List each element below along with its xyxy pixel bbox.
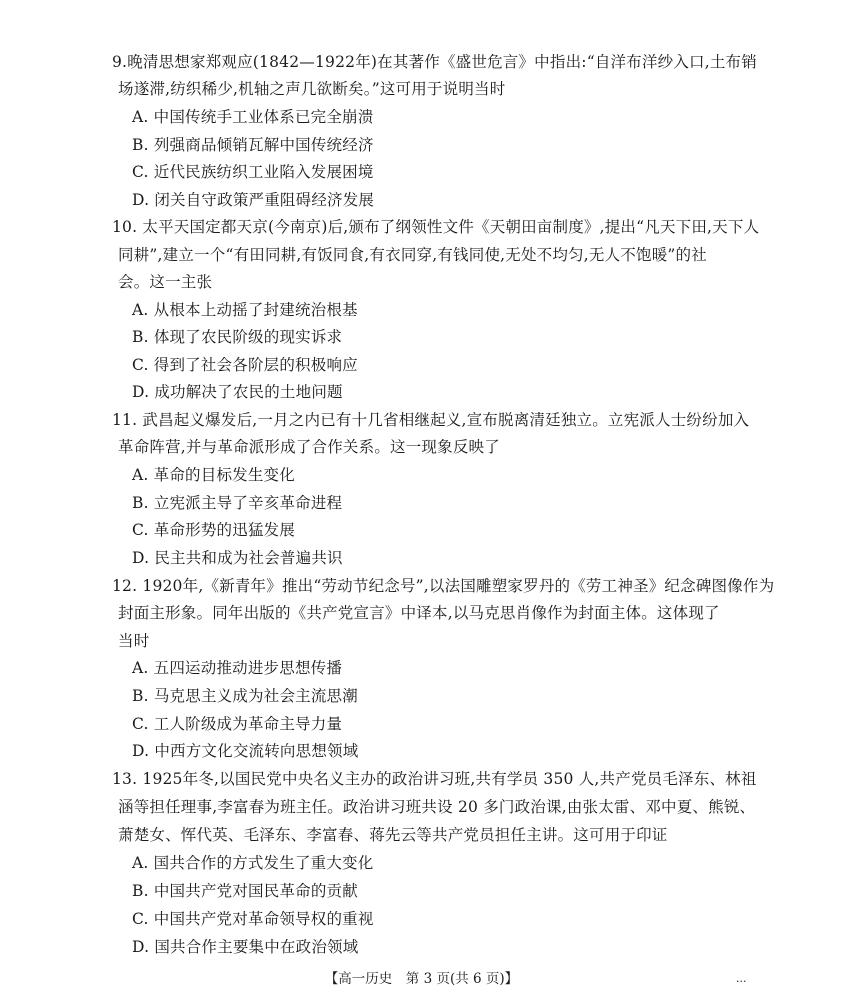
question-stem-line: 13. 1925年冬,以国民党中央名义主办的政治讲习班,共有学员 350 人,共产党员毛泽东、林祖	[112, 770, 757, 788]
option-b: B. 列强商品倾销瓦解中国传统经济	[132, 136, 374, 154]
option-c: C. 工人阶级成为革命主导力量	[132, 715, 343, 733]
option-d: D. 国共合作主要集中在政治领域	[132, 938, 359, 956]
option-c: C. 得到了社会各阶层的积极响应	[132, 356, 358, 374]
question-stem-line: 场遂滞,纺织稀少,机轴之声几欲断矣。”这可用于说明当时	[118, 80, 506, 98]
option-b: B. 立宪派主导了辛亥革命进程	[132, 494, 343, 512]
question-stem-line: 同耕”,建立一个“有田同耕,有饭同食,有衣同穿,有钱同使,无处不均匀,无人不饱暖”的社	[118, 246, 707, 264]
option-d: D. 成功解决了农民的土地问题	[132, 383, 343, 401]
question-stem-line: 11. 武昌起义爆发后,一月之内已有十几省相继起义,宣布脱离清廷独立。立宪派人士纷纷加入	[112, 411, 750, 429]
question-stem-line: 会。这一主张	[118, 273, 213, 291]
question-stem-line: 革命阵营,并与革命派形成了合作关系。这一现象反映了	[118, 438, 500, 456]
option-c: C. 中国共产党对革命领导权的重视	[132, 910, 374, 928]
question-stem-line: 10. 太平天国定都天京(今南京)后,颁布了纲领性文件《天朝田亩制度》,提出“凡天下田,天下人	[112, 218, 760, 236]
option-c: C. 革命形势的迅猛发展	[132, 521, 296, 539]
option-a: A. 革命的目标发生变化	[132, 466, 295, 484]
option-b: B. 体现了农民阶级的现实诉求	[132, 328, 343, 346]
option-a: A. 五四运动推动进步思想传播	[132, 659, 343, 677]
option-d: D. 民主共和成为社会普遍共识	[132, 549, 343, 567]
question-stem-line: 萧楚女、恽代英、毛泽东、李富春、蒋先云等共产党员担任主讲。这可用于印证	[118, 826, 668, 844]
question-stem-line: 涵等担任理事,李富春为班主任。政治讲习班共设 20 多门政治课,由张太雷、邓中夏、熊锐、	[118, 798, 756, 816]
option-b: B. 中国共产党对国民革命的贡献	[132, 882, 358, 900]
corner-mark: ...	[736, 972, 747, 985]
option-c: C. 近代民族纺织工业陷入发展困境	[132, 163, 374, 181]
question-stem-line: 当时	[118, 632, 150, 650]
option-a: A. 国共合作的方式发生了重大变化	[132, 854, 374, 872]
question-stem-line: 9.晚清思想家郑观应(1842—1922年)在其著作《盛世危言》中指出:“自洋布洋纱入口,土布销	[112, 53, 757, 71]
option-d: D. 闭关自守政策严重阻碍经济发展	[132, 191, 375, 209]
question-stem-line: 封面主形象。同年出版的《共产党宣言》中译本,以马克思肖像作为封面主体。这体现了	[118, 604, 720, 622]
page-footer: 【高一历史 第 3 页(共 6 页)】	[324, 971, 519, 987]
option-b: B. 马克思主义成为社会主流思潮	[132, 687, 358, 705]
option-a: A. 从根本上动摇了封建统治根基	[132, 301, 358, 319]
question-stem-line: 12. 1920年,《新青年》推出“劳动节纪念号”,以法国雕塑家罗丹的《劳工神圣》纪念碑图像作为	[112, 577, 775, 595]
option-a: A. 中国传统手工业体系已完全崩溃	[132, 108, 374, 126]
option-d: D. 中西方文化交流转向思想领域	[132, 742, 359, 760]
